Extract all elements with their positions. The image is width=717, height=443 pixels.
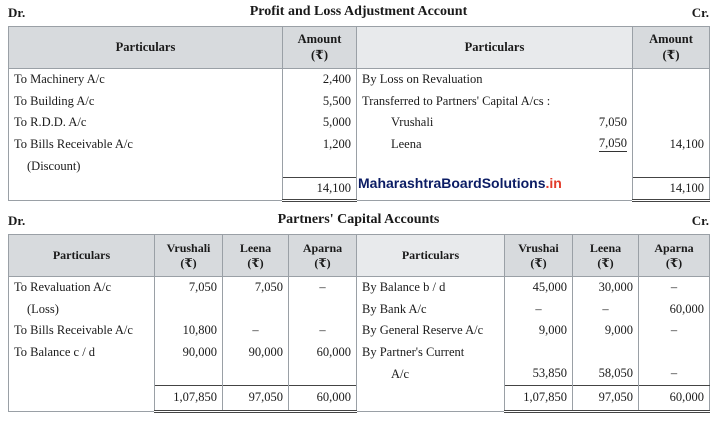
cap-cell [155, 299, 223, 321]
pl-debit-label: (Discount) [27, 158, 81, 173]
pl-debit-label: To Machinery A/c [14, 72, 105, 87]
pl-debit-amount [283, 155, 357, 177]
cap-credit-label: By Partner's Current [357, 342, 505, 364]
cap-col-header: Aparna (₹) [289, 235, 357, 277]
pl-total-right: 14,100 [633, 177, 710, 201]
cap-cell: 9,000 [505, 320, 573, 342]
pl-debit-label: To Building A/c [14, 93, 95, 108]
cap-cell [289, 299, 357, 321]
cap-cell: – [573, 299, 639, 321]
cap-cell: – [639, 363, 710, 385]
cap-particulars-header: Particulars [9, 235, 155, 277]
pl-total-left: 14,100 [283, 177, 357, 201]
cap-cell [155, 363, 223, 385]
table-row [9, 112, 710, 134]
cap-cell: 90,000 [223, 342, 289, 364]
pl-amount-header: Amount (₹) [283, 27, 357, 69]
pl-particulars-header-right: Particulars [357, 27, 633, 69]
cap-cell: 53,850 [505, 363, 573, 385]
pl-particulars-header: Particulars [9, 27, 283, 69]
cap-debit-label: To Bills Receivable A/c [14, 323, 133, 338]
cap-col-header: Leena (₹) [573, 235, 639, 277]
table-row [9, 320, 710, 342]
cap-cell: 90,000 [155, 342, 223, 364]
cap-cell: – [289, 277, 357, 299]
cap-cell: 30,000 [573, 277, 639, 299]
cap-cell: – [223, 320, 289, 342]
cap-cell [223, 363, 289, 385]
cap-cell [223, 299, 289, 321]
cap-total-cell: 1,07,850 [155, 385, 223, 411]
pl-dr-label: Dr. [8, 5, 26, 20]
cap-col-header: Vrushai (₹) [505, 235, 573, 277]
table-row [9, 277, 710, 299]
table-row [9, 155, 710, 177]
cap-total-cell: 97,050 [573, 385, 639, 411]
cap-debit-label: (Loss) [27, 301, 59, 316]
cap-credit-label: By Balance b / d [357, 277, 505, 299]
pl-cr-label: Cr. [691, 5, 709, 20]
cap-cell: 60,000 [289, 342, 357, 364]
cap-debit-label: To Revaluation A/c [14, 280, 112, 295]
cap-cell: – [639, 277, 710, 299]
cap-cr-label: Cr. [691, 213, 709, 228]
cap-cell: – [639, 320, 710, 342]
cap-total-cell: 1,07,850 [505, 385, 573, 411]
pl-debit-amount: 2,400 [283, 69, 357, 91]
cap-cell: – [289, 320, 357, 342]
cap-dr-label: Dr. [8, 213, 26, 228]
pl-partner-value-cell [547, 134, 633, 156]
pl-partner-name: Vrushali [357, 112, 547, 134]
table-row [9, 134, 710, 156]
cap-cell [505, 342, 573, 364]
pl-partner-value: 7,050 [598, 136, 627, 151]
pl-debit-amount: 1,200 [283, 134, 357, 156]
pl-credit-amount: 14,100 [633, 134, 710, 156]
pl-credit-sub: Transferred to Partners' Capital A/cs : [357, 91, 633, 113]
cap-cell [639, 342, 710, 364]
cap-credit-label: By Bank A/c [357, 299, 505, 321]
cap-cell [289, 363, 357, 385]
table-row [9, 69, 710, 91]
pl-header-row [9, 27, 710, 69]
cap-total-cell: 60,000 [639, 385, 710, 411]
cap-credit-label: A/c [357, 363, 505, 385]
cap-particulars-header-right: Particulars [357, 235, 505, 277]
pl-account-title: Profit and Loss Adjustment Account [249, 4, 468, 19]
cap-total-cell: 60,000 [289, 385, 357, 411]
cap-cell: 9,000 [573, 320, 639, 342]
cap-col-header: Aparna (₹) [639, 235, 710, 277]
pl-title-bar [0, 0, 717, 26]
capital-accounts-table [8, 234, 710, 413]
cap-total-cell: 97,050 [223, 385, 289, 411]
cap-debit-label [9, 363, 155, 385]
pl-credit-head: By Loss on Revaluation [357, 69, 633, 91]
pl-amount-header-right: Amount (₹) [633, 27, 710, 69]
pl-debit-label: To Bills Receivable A/c [14, 136, 133, 151]
cap-cell [573, 342, 639, 364]
cap-header-row [9, 235, 710, 277]
pl-partner-value: 7,050 [598, 115, 627, 130]
cap-cell: 7,050 [223, 277, 289, 299]
cap-total-row [9, 385, 710, 411]
cap-cell: 60,000 [639, 299, 710, 321]
pl-partner-name: Leena [357, 134, 547, 156]
cap-col-header: Leena (₹) [223, 235, 289, 277]
pl-debit-amount: 5,000 [283, 112, 357, 134]
cap-cell: 58,050 [573, 363, 639, 385]
cap-col-header: Vrushali (₹) [155, 235, 223, 277]
table-row [9, 91, 710, 113]
cap-title-bar [0, 208, 717, 234]
cap-cell: – [505, 299, 573, 321]
table-row [9, 299, 710, 321]
cap-account-title: Partners' Capital Accounts [277, 212, 440, 227]
pl-debit-amount: 5,500 [283, 91, 357, 113]
cap-credit-label: By General Reserve A/c [357, 320, 505, 342]
pl-debit-label: To R.D.D. A/c [14, 115, 87, 130]
cap-cell: 7,050 [155, 277, 223, 299]
cap-cell: 10,800 [155, 320, 223, 342]
table-row [9, 342, 710, 364]
cap-cell: 45,000 [505, 277, 573, 299]
table-row [9, 363, 710, 385]
cap-debit-label: To Balance c / d [14, 344, 96, 359]
site-watermark: MaharashtraBoardSolutions.in [358, 175, 562, 191]
